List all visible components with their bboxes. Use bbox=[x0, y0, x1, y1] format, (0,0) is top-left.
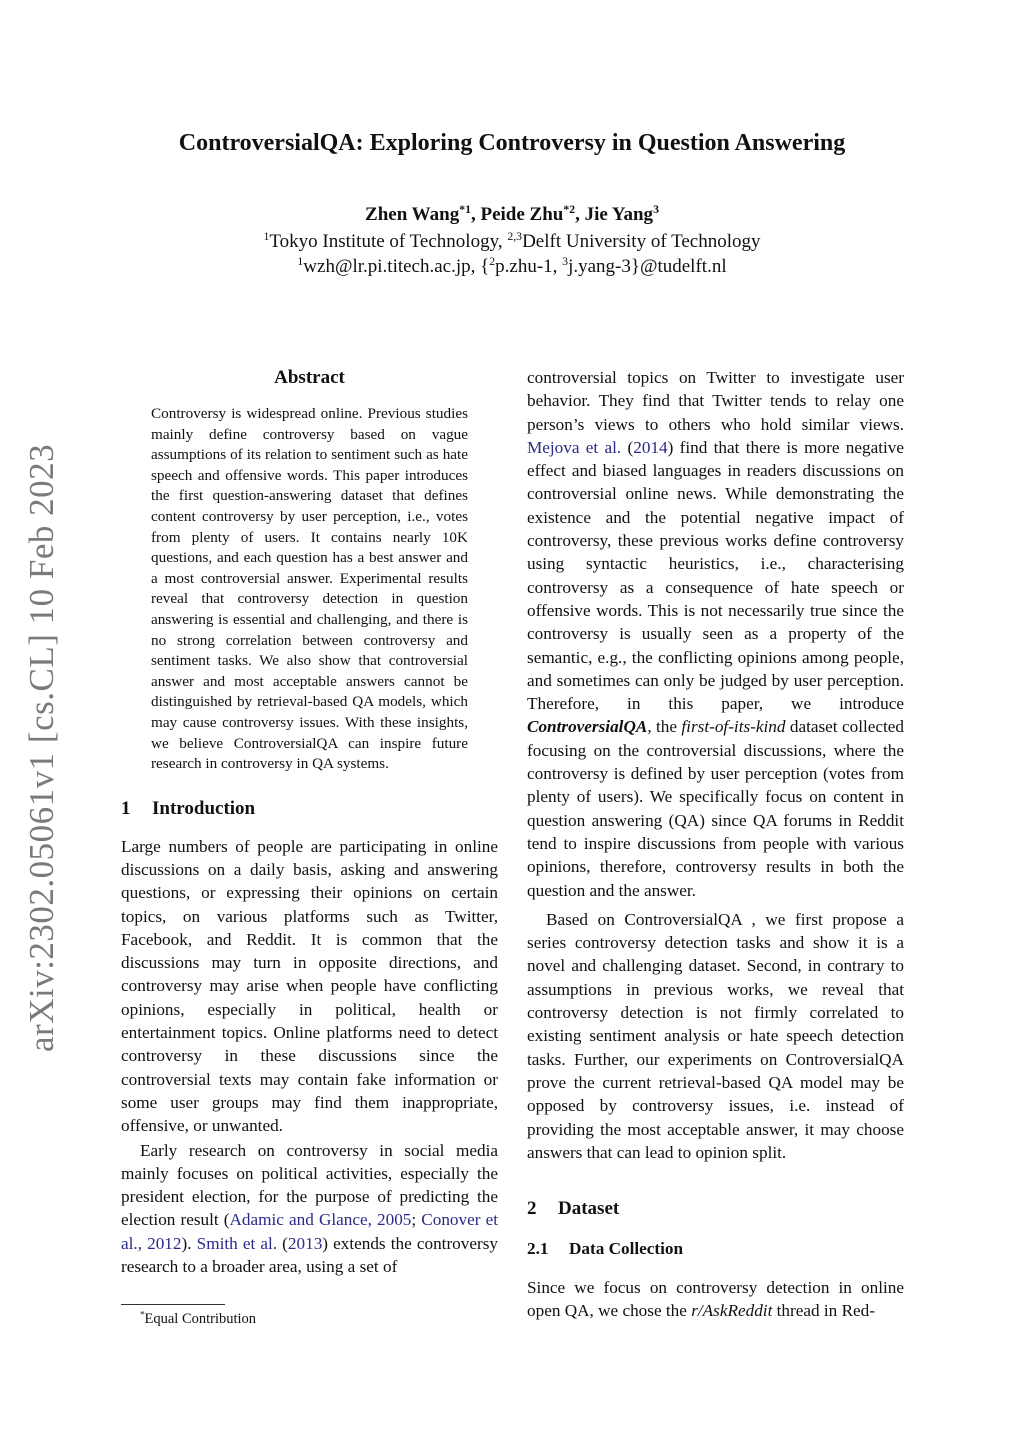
email-text[interactable]: j.yang-3}@tudelft.nl bbox=[568, 256, 727, 277]
author-name: Jie Yang bbox=[584, 204, 654, 225]
email-mark: 2 bbox=[489, 254, 496, 268]
paragraph-text: dataset collected focusing on the controversial discussions, where the controversy is defined by user perception (votes from plenty of users). We specifically focus on content in question answering (QA) since QA forums in Reddit tend to inspire discussions from people with various opinions, therefore, controversy results in both the question and the answer. bbox=[527, 717, 904, 900]
author-name: Zhen Wang bbox=[365, 204, 460, 225]
paragraph-text: Early research on controversy in social media mainly focuses on political activities, especially the president election, for the purpose of predicting the election result ( bbox=[121, 1140, 498, 1230]
citation-link[interactable]: Adamic and Glance, 2005 bbox=[229, 1210, 412, 1230]
dataset-paragraph-1 bbox=[527, 1276, 904, 1323]
abstract-body: Controversy is widespread online. Previous studies mainly define controversy based on vague assumptions of its relation to sentiment such as hate speech and offensive words. This paper introduces the first question-answering dataset that defines content controversy by user perception, i.e., votes from plenty of users. It contains nearly 10K questions, and each question has a best answer and a most controversial answer. Experimental results reveal that controversy detection in question answering is essential and challenging, and there is no strong correlation between controversy and sentiment tasks. We also show that controversial answer and most acceptable answers cannot be distinguished by retrieval-based QA models, which may cause controversy issues. With these insights, we believe ControversialQA can inspire future research in controversy in QA systems. bbox=[151, 405, 468, 773]
intro-paragraph-2-continued bbox=[527, 366, 904, 902]
email-text[interactable]: p.zhu-1, bbox=[495, 256, 563, 277]
subsection-heading-data-collection bbox=[527, 1237, 904, 1261]
right-column bbox=[527, 366, 904, 1323]
citation-link[interactable]: Conover et al., 2012 bbox=[121, 1210, 498, 1253]
author-mark: *2 bbox=[563, 202, 576, 216]
affiliation-inst: Delft University of Technology bbox=[522, 231, 761, 252]
affiliation-mark: 1 bbox=[263, 229, 270, 243]
email-mark: 3 bbox=[562, 254, 569, 268]
paragraph-text: ). bbox=[181, 1233, 197, 1253]
section-title: Introduction bbox=[152, 797, 256, 819]
affiliation-inst: Tokyo Institute of Technology, bbox=[269, 231, 508, 252]
section-title: Dataset bbox=[558, 1198, 620, 1220]
subsection-title: Data Collection bbox=[569, 1239, 684, 1259]
subreddit-name: r/AskReddit bbox=[691, 1301, 773, 1321]
arxiv-identifier: arXiv:2302.05061v1 [cs.CL] 10 Feb 2023 bbox=[22, 443, 61, 1052]
subsection-number: 2.1 bbox=[527, 1239, 549, 1259]
affiliation-mark: 2,3 bbox=[507, 229, 523, 243]
section-number: 1 bbox=[121, 797, 131, 819]
email-text[interactable]: wzh@lr.pi.titech.ac.jp, { bbox=[303, 256, 490, 277]
abstract-heading: Abstract bbox=[274, 367, 345, 388]
section-number: 2 bbox=[527, 1198, 537, 1220]
intro-paragraph-3: Based on ControversialQA , we first propose a series controversy detection tasks and show it is a novel and challenging dataset. Second, in contrary to assumptions in previous works, we reveal that controversy detection is not firmly correlated to existing sentiment analysis or hate speech detection tasks. Further, our experiments on ControversialQA prove the current retrieval-based QA model may be opposed by controversy issues, i.e. instead of providing the most acceptable answer, it may choose answers that can lead to opinion split. bbox=[527, 909, 904, 1162]
footnote bbox=[140, 1311, 256, 1328]
emphasis-text: first-of-its-kind bbox=[681, 717, 786, 737]
citation-link[interactable]: Mejova et al. bbox=[527, 437, 622, 457]
footnote-mark: * bbox=[140, 1309, 145, 1320]
paragraph-text: ) find that there is more negative effect and biased languages in readers discussions on controversial online news. While demonstrating the existence and the potential negative impact of controversy, these previous works define controversy using syntactic heuristics, i.e., characterising controversy as a consequence of hate speech or offensive words. This is not necessarily true since the controversy is usually seen as a property of the semantic, e.g., the conflicting opinions among people, and sometimes can only be judged by user perception. Therefore, in this paper, we introduce bbox=[527, 437, 904, 714]
left-column bbox=[121, 366, 498, 1278]
author-name: Peide Zhu bbox=[480, 204, 564, 225]
section-heading-introduction bbox=[121, 797, 498, 821]
intro-paragraph-1: Large numbers of people are participating in online discussions on a daily basis, asking and answering questions, or expressing their opinions on certain topics, on various platforms such as Twitter, Facebook, and Reddit. It is common that the discussions may turn in opposite directions, and controversy may arise when people have conflicting opinions, especially in political, health or entertainment topics. Online platforms need to detect controversy in these discussions since the controversial texts may contain fake information or some user groups may find them inappropriate, offensive, or unwanted. bbox=[121, 836, 498, 1136]
section-heading-dataset bbox=[527, 1197, 904, 1221]
citation-link[interactable]: Smith et al. bbox=[196, 1233, 278, 1253]
author-list: Zhen Wang$^{*1}$, Peide Zhu$^{*2}$, Jie Yang$^3$ bbox=[365, 202, 659, 225]
paragraph-text: ( bbox=[621, 437, 634, 457]
author-mark: 3 bbox=[653, 202, 659, 216]
author-emails bbox=[0, 256, 1024, 278]
affiliations bbox=[0, 231, 1024, 253]
paragraph-text: ; bbox=[411, 1210, 422, 1230]
footnote-divider bbox=[121, 1304, 225, 1305]
paragraph-text: Since we focus on controversy detection in online open QA, we chose the bbox=[527, 1278, 904, 1321]
email-mark: 1 bbox=[297, 254, 304, 268]
paragraph-text: ( bbox=[277, 1233, 288, 1253]
paragraph-text: ) extends the controversy research to a broader area, using a set of bbox=[121, 1233, 498, 1277]
paragraph-text: , the bbox=[647, 717, 682, 737]
intro-paragraph-2 bbox=[121, 1139, 498, 1279]
paragraph-text: controversial topics on Twitter to investigate user behavior. They find that Twitter tends to relay one person’s views to others who hold similar views. bbox=[527, 368, 904, 434]
paper-title: ControversialQA: Exploring Controversy in Question Answering bbox=[178, 130, 846, 156]
author-mark: *1 bbox=[459, 202, 471, 216]
citation-year-link[interactable]: 2013 bbox=[287, 1233, 323, 1253]
dataset-name: ControversialQA bbox=[527, 717, 648, 737]
footnote-text: Equal Contribution bbox=[144, 1311, 257, 1327]
paragraph-text: thread in Red- bbox=[772, 1301, 875, 1321]
citation-year-link[interactable]: 2014 bbox=[633, 437, 668, 457]
